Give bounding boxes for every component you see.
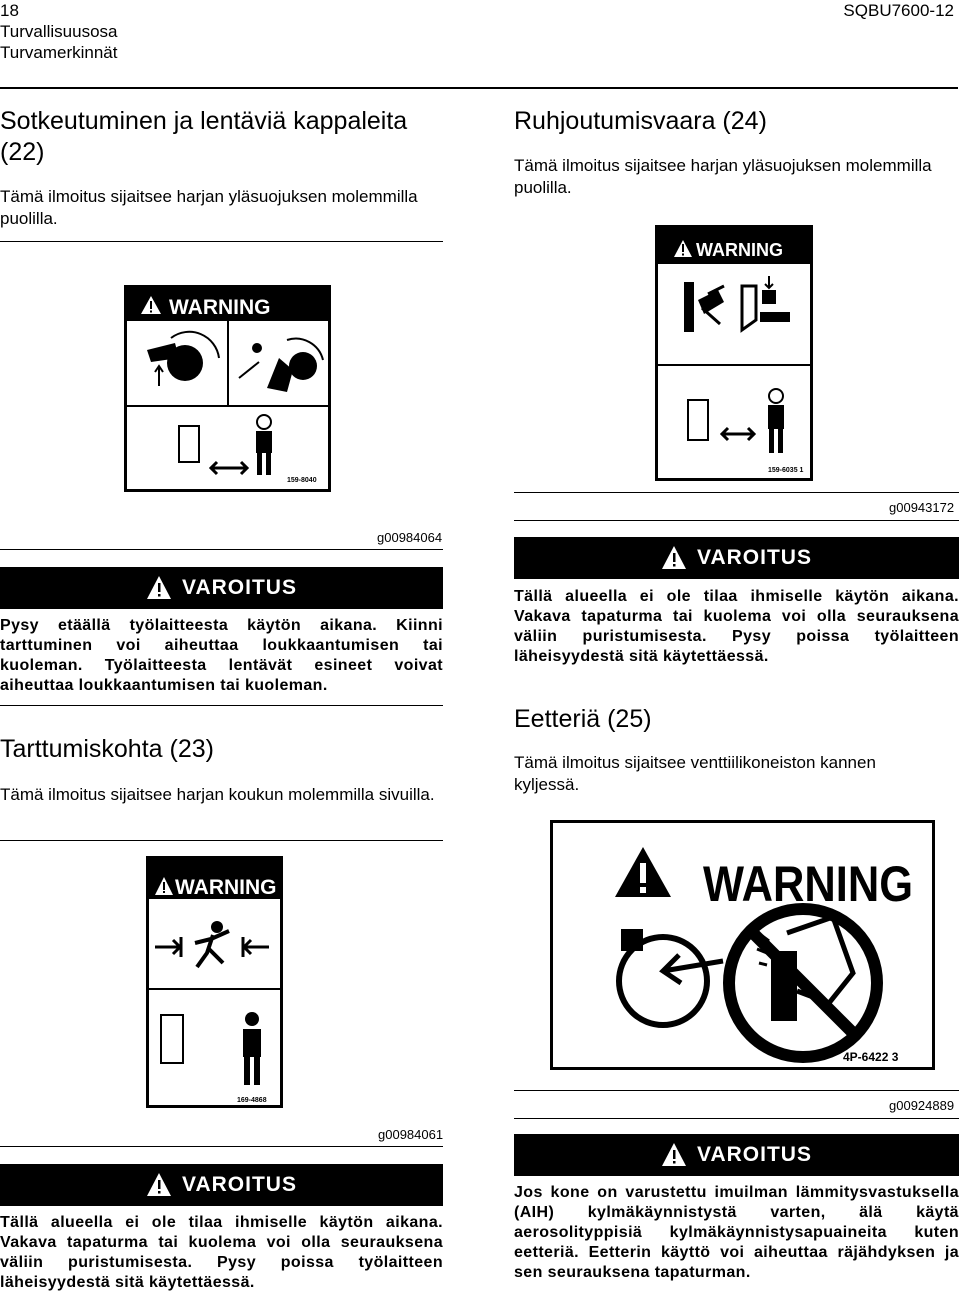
decal-warning-label: WARNING	[703, 856, 913, 912]
section-title: Turvallisuusosa	[0, 22, 118, 41]
decal-graphic	[127, 288, 328, 489]
decal-warning-label: WARNING	[696, 240, 783, 260]
varoitus-banner	[0, 567, 443, 609]
varoitus-text: Tällä alueella ei ole tilaa ihmiselle käytön aikana. Vakava tapaturma tai kuolema voi olla seurauksena väliin puristumisesta. Pysy poissa työlaitteen läheisyydestä sitä käytettäessä.	[0, 1214, 443, 1291]
rule	[514, 492, 959, 493]
figure-id: g00943172	[889, 500, 955, 515]
section-text-24: Tämä ilmoitus sijaitsee harjan yläsuojuksen molemmilla puolilla.	[514, 156, 932, 197]
rule	[0, 241, 443, 242]
section-text-22: Tämä ilmoitus sijaitsee harjan yläsuojuksen molemmilla puolilla.	[0, 187, 418, 228]
varoitus-label: VAROITUS	[697, 1143, 812, 1166]
decal-warning-label: WARNING	[169, 296, 271, 319]
pinch-pictogram	[155, 921, 269, 967]
alert-triangle-icon	[146, 1172, 172, 1198]
figure-id: g00924889	[889, 1098, 955, 1113]
crush-pictogram	[684, 276, 790, 332]
rule	[0, 705, 443, 706]
keep-distance-arrow-icon	[211, 462, 247, 474]
guard-icon	[179, 426, 199, 462]
thrown-object-pictogram	[239, 339, 323, 392]
section-heading-22: Sotkeutuminen ja lentäviä kappaleita (22)	[0, 107, 408, 166]
decal-graphic	[658, 228, 810, 478]
guard-icon	[161, 1015, 183, 1063]
alert-triangle-icon	[146, 575, 172, 601]
engine-intake-pictogram	[619, 929, 723, 1025]
section-text-25: Tämä ilmoitus sijaitsee venttiilikoneiston kannen kyljessä.	[514, 753, 876, 794]
rule	[514, 1090, 959, 1091]
warning-decal-crush	[655, 225, 813, 481]
rule	[0, 1146, 443, 1147]
varoitus-label: VAROITUS	[697, 546, 812, 569]
varoitus-banner	[514, 1134, 959, 1176]
warning-decal-entanglement	[124, 285, 331, 492]
section-heading-24: Ruhjoutumisvaara (24)	[514, 107, 767, 135]
rule	[514, 1118, 959, 1119]
page-number: 18	[0, 1, 19, 20]
alert-triangle-icon	[661, 545, 687, 571]
warning-decal-pinch-point	[146, 856, 283, 1108]
section-heading-23: Tarttumiskohta (23)	[0, 735, 214, 763]
figure-id: g00984061	[378, 1127, 444, 1142]
keep-distance-arrow-icon	[722, 428, 754, 440]
alert-triangle-icon	[661, 1142, 687, 1168]
varoitus-banner	[514, 537, 959, 579]
varoitus-banner	[0, 1164, 443, 1206]
decal-part-number: 169-4868	[237, 1097, 267, 1104]
section-heading-25: Eetteriä (25)	[514, 705, 652, 733]
person-icon	[243, 1012, 261, 1085]
varoitus-label: VAROITUS	[182, 1173, 297, 1196]
figure-id: g00984064	[377, 530, 443, 545]
entanglement-pictogram	[147, 332, 219, 386]
header-rule	[0, 87, 958, 89]
decal-warning-label: WARNING	[175, 876, 277, 899]
warning-decal-ether	[550, 820, 935, 1070]
decal-graphic	[149, 859, 280, 1105]
varoitus-label: VAROITUS	[182, 576, 297, 599]
guard-icon	[688, 400, 708, 440]
decal-part-number: 159-6035 1	[768, 467, 804, 474]
varoitus-text: Tällä alueella ei ole tilaa ihmiselle käytön aikana. Vakava tapaturma tai kuolema voi olla seurauksena väliin puristumisesta. Pysy poissa työlaitteen läheisyydestä sitä käytettäessä.	[514, 588, 959, 665]
decal-part-number: 4P-6422 3	[843, 1050, 899, 1064]
varoitus-text: Pysy etäällä työlaitteesta käytön aikana. Kiinni tarttuminen voi aiheuttaa loukkaantumisen tai kuoleman. Työlaitteesta lentävät esineet voivat aiheuttaa loukkaantumisen tai kuoleman.	[0, 617, 443, 694]
section-text-23: Tämä ilmoitus sijaitsee harjan koukun molemmilla sivuilla.	[0, 785, 435, 804]
rule	[0, 549, 443, 550]
rule	[514, 520, 959, 521]
person-icon	[256, 415, 272, 475]
person-icon	[768, 389, 784, 453]
no-spray-icon	[729, 909, 877, 1057]
subsection-title: Turvamerkinnät	[0, 43, 118, 62]
varoitus-text: Jos kone on varustettu imuilman lämmitysvastuksella (AIH) kylmäkäynnistystä varten, älä käytä aerosolityppisiä kylmäkäynnistysapuaineita kuten eetteriä. Eetterin käyttö voi aiheuttaa räjähdyksen ja sen seurauksena tapaturman.	[514, 1184, 959, 1281]
decal-graphic	[553, 823, 932, 1067]
rule	[0, 840, 443, 841]
decal-part-number: 159-8040	[287, 477, 317, 484]
doc-code: SQBU7600-12	[843, 1, 954, 20]
